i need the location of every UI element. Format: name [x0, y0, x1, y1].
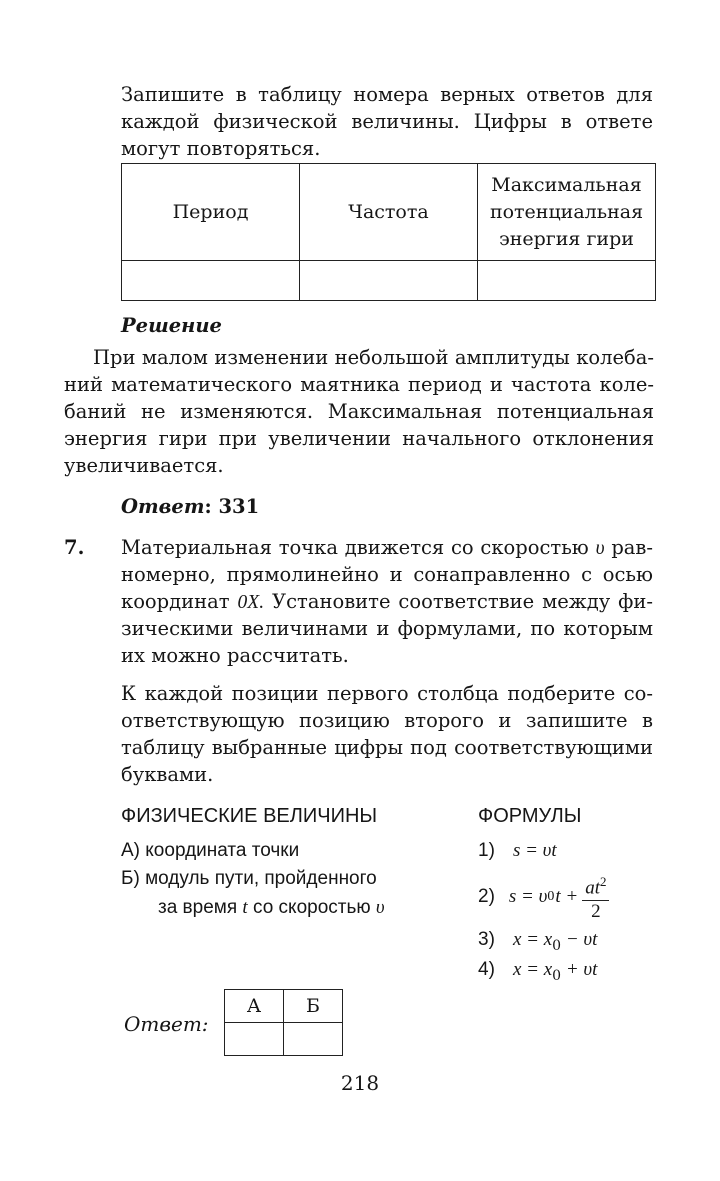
- formula-3-post: − υt: [561, 929, 598, 950]
- task7-line-1: [121, 534, 653, 562]
- formula-2-numerator: [582, 871, 609, 900]
- solution-heading: Решение: [121, 314, 222, 337]
- formula-2-numerator-text: at: [585, 877, 600, 899]
- quantity-a: [121, 837, 299, 865]
- formula-2-num: 2): [478, 886, 495, 907]
- answer-label: Ответ: [121, 495, 205, 518]
- answer-cell-period: [122, 261, 300, 301]
- formula-3-pre: x = x: [512, 929, 553, 950]
- intro-line-1: Запишите в таблицу номера верных ответов для: [121, 83, 653, 106]
- intro-line-2: каждой физической величины. Цифры в ответе: [121, 110, 653, 133]
- formula-2-mid: t +: [555, 886, 579, 907]
- answer-cell-frequency: [300, 261, 478, 301]
- solution-line-2: ний математического маятника период и частота коле-: [64, 373, 654, 396]
- solution-line-4: энергия гири при увеличении начального отклонения: [64, 427, 654, 450]
- task7-line-2: номерно, прямолинейно и сонаправленно с осью: [121, 563, 653, 586]
- formula-2-denominator: 2: [591, 900, 601, 922]
- task7-para2-line-1: К каждой позиции первого столбца подберите со-: [121, 682, 653, 705]
- header-frequency: Частота: [300, 164, 478, 261]
- formula-4: [478, 955, 597, 990]
- task7-line-5: их можно рассчитать.: [121, 644, 349, 667]
- task7-para2-line-2: ответствующую позицию второго и запишите в: [121, 709, 653, 732]
- task7-line-1-text: Материальная точка движется со скоростью: [121, 536, 589, 559]
- quantity-b-pre: за время: [158, 897, 238, 918]
- formulas-header: ФОРМУЛЫ: [478, 805, 582, 827]
- quantities-header: ФИЗИЧЕСКИЕ ВЕЛИЧИНЫ: [121, 805, 378, 827]
- task7-line-3: [121, 588, 653, 616]
- answer-cell-max-energy: [478, 261, 656, 301]
- formula-4-pre: x = x: [512, 959, 553, 980]
- quantity-b-text: модуль пути, пройденного: [145, 868, 377, 889]
- formula-1-num: 1): [478, 840, 495, 861]
- formula-3-num: 3): [478, 929, 495, 950]
- formula-2: [478, 866, 609, 928]
- header-max-energy-line-2: потенциальная: [489, 200, 644, 223]
- quantity-a-text: координата точки: [145, 840, 300, 861]
- task7-line-4: зическими величинами и формулами, по которым: [121, 617, 653, 640]
- formula-1: [478, 836, 557, 865]
- answer-table-label: Ответ:: [124, 1012, 209, 1036]
- answer-cell-a: [225, 1023, 284, 1056]
- formula-2-pre: s = υ: [508, 886, 548, 907]
- formula-4-sub: 0: [552, 967, 562, 984]
- axis-name: 0X.: [237, 592, 265, 613]
- task7-para2-line-3: таблицу выбранные цифры под соответствующими: [121, 736, 653, 759]
- task-number: 7.: [64, 536, 85, 559]
- solution-line-1: При малом изменении небольшой амплитуды колеба-: [93, 346, 654, 369]
- quantity-a-letter: А): [121, 840, 140, 861]
- quantity-b-post: со скоростью: [252, 897, 371, 918]
- task7-line-3-end: Установите соответствие между фи-: [272, 590, 654, 613]
- quantity-b: [121, 865, 377, 893]
- formula-1-expr: s = υt: [512, 840, 557, 861]
- answer-cell-b: [284, 1023, 343, 1056]
- answer-table-1: [121, 163, 656, 301]
- header-max-energy: [478, 164, 656, 261]
- formula-2-fraction: [582, 871, 609, 922]
- formula-2-sup: 2: [599, 874, 607, 890]
- header-period: Период: [122, 164, 300, 261]
- header-max-energy-line-1: Максимальная: [491, 173, 642, 196]
- intro-line-3: могут повторяться.: [121, 137, 321, 160]
- task7-line-1-end: рав-: [611, 536, 653, 559]
- time-symbol: t: [242, 897, 248, 918]
- solution-answer: [121, 493, 711, 520]
- solution-line-5: увеличивается.: [64, 454, 224, 477]
- task7-para2-line-4: буквами.: [121, 763, 214, 786]
- quantity-b-line-2: [158, 894, 385, 922]
- formula-2-sub: 0: [547, 889, 555, 904]
- velocity-symbol: υ: [595, 538, 605, 559]
- formula-3-sub: 0: [552, 937, 562, 954]
- solution-line-3: баний не изменяются. Максимальная потенциальная: [64, 400, 654, 423]
- answer-header-b: Б: [284, 990, 343, 1023]
- page-number: 218: [340, 1071, 380, 1095]
- quantity-b-letter: Б): [121, 868, 140, 889]
- velocity-symbol-2: υ: [375, 897, 385, 918]
- answer-value: : 331: [204, 495, 260, 518]
- formula-4-post: + υt: [561, 959, 598, 980]
- task7-line-3-start: координат: [121, 590, 230, 613]
- formula-4-num: 4): [478, 959, 495, 980]
- answer-header-a: А: [225, 990, 284, 1023]
- answer-table-2: [224, 989, 343, 1056]
- header-max-energy-line-3: энергия гири: [499, 227, 634, 250]
